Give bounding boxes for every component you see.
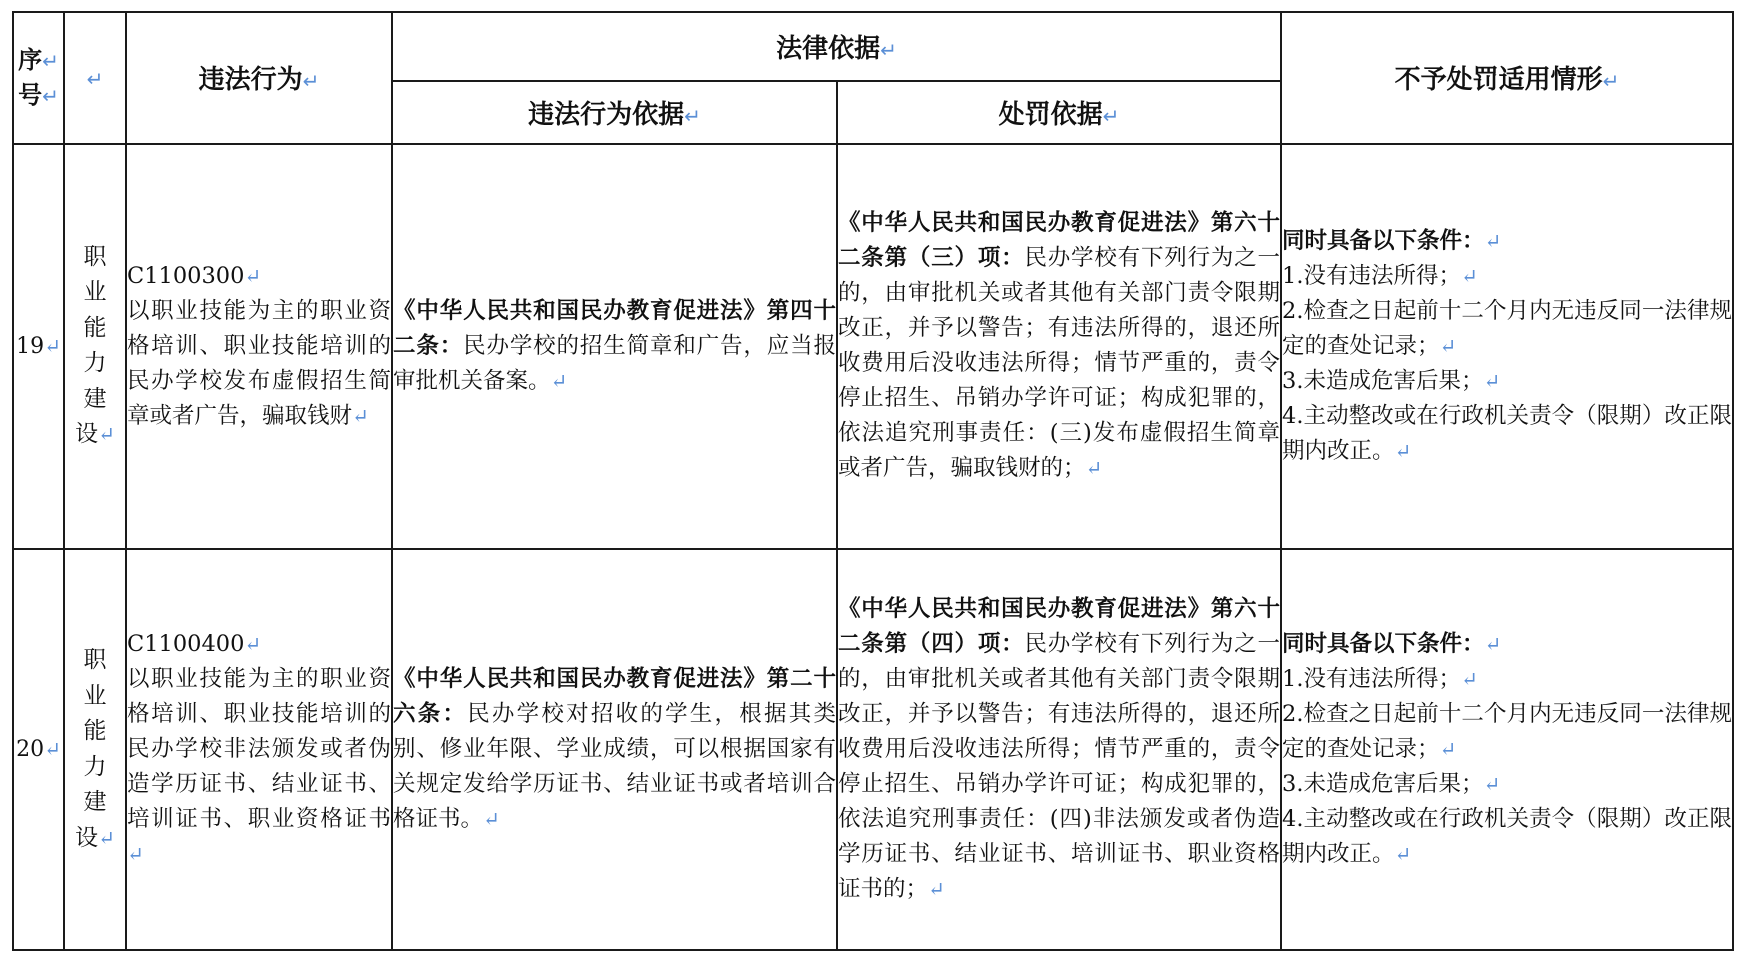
return-mark-icon: ↵ [244,263,262,288]
penalty-table [12,11,1734,951]
return-mark-icon: ↵ [1439,737,1457,762]
return-mark-icon: ↵ [1394,438,1412,463]
return-mark-icon: ↵ [1460,667,1478,692]
return-mark-icon: ↵ [42,83,59,108]
header-seq-char: 序 [18,45,43,74]
table-row [13,549,1733,950]
violation-text: 以职业技能为主的职业资格培训、职业技能培训的民办学校发布虚假招生简章或者广告，骗取钱财 [127,297,391,429]
return-mark-icon: ↵ [1439,333,1457,358]
basis-article: 《中华人民共和国民办教育促进法》第四十二条： [393,297,836,359]
header-seq [13,12,64,144]
return-mark-icon: ↵ [928,877,945,902]
table-row [13,144,1733,549]
row-violation [126,549,392,950]
row-violation [126,144,392,549]
return-mark-icon: ↵ [352,403,369,428]
header-seq-char: 号 [18,80,43,109]
penalty-text: 民办学校有下列行为之一的，由审批机关或者其他有关部门责令限期改正，并予以警告；有违法所得的，退还所收费用后没收违法所得；情节严重的，责令停止招生、吊销办学许可证；构成犯罪的，依法追究刑事责任：(四)非法颁发或者伪造学历证书、结业证书、培训证书、职业资格证书的； [838,631,1280,903]
basis-article: 《中华人民共和国民办教育促进法》第二十六条： [393,666,836,728]
exempt-title: 同时具备以下条件： [1282,227,1485,254]
return-mark-icon: ↵ [1085,456,1103,481]
header-blank [64,12,126,144]
return-mark-icon: ↵ [98,825,115,850]
row-violation-basis [392,549,837,950]
return-mark-icon: ↵ [483,807,500,832]
basis-text: 民办学校的招生简章和广告，应当报审批机关备案。 [393,332,836,394]
return-mark-icon: ↵ [684,103,701,128]
basis-text: 民办学校对招收的学生，根据其类别、修业年限、学业成绩，可以根据国家有关规定发给学历证书、结业证书或者培训合格证书。 [393,701,836,833]
return-mark-icon: ↵ [1460,263,1478,288]
header-legal-basis: 法律依据↵ [392,12,1281,81]
exempt-item: 2.检查之日起前十二个月内无违反同一法律规定的查处记录； [1282,701,1732,763]
row-seq: 20↵ [13,549,64,950]
return-mark-icon: ↵ [86,66,104,91]
return-mark-icon: ↵ [1483,368,1501,393]
penalty-text: 民办学校有下列行为之一的，由审批机关或者其他有关部门责令限期改正，并予以警告；有违法所得的，退还所收费用后没收违法所得；情节严重的，责令停止招生、吊销办学许可证；构成犯罪的，依法追究刑事责任：(三)发布虚假招生简章或者广告，骗取钱财的； [838,245,1280,482]
return-mark-icon: ↵ [44,737,61,762]
row-violation-basis [392,144,837,549]
return-mark-icon: ↵ [1483,772,1501,797]
header-violation: 违法行为↵ [126,12,392,144]
exempt-item: 1.没有违法所得； [1282,262,1461,289]
exempt-item: 4.主动整改或在行政机关责令（限期）改正限期内改正。 [1282,402,1732,464]
return-mark-icon: ↵ [1394,842,1412,867]
exempt-item: 1.没有违法所得； [1282,666,1461,693]
return-mark-icon: ↵ [550,368,568,393]
header-violation-basis: 违法行为依据↵ [392,81,837,144]
return-mark-icon: ↵ [1484,228,1502,253]
return-mark-icon: ↵ [44,333,61,358]
return-mark-icon: ↵ [1102,103,1120,128]
exempt-title: 同时具备以下条件： [1282,631,1485,658]
return-mark-icon: ↵ [880,37,897,62]
exempt-item: 4.主动整改或在行政机关责令（限期）改正限期内改正。 [1282,806,1732,868]
header-exemption: 不予处罚适用情形↵ [1281,12,1733,144]
return-mark-icon: ↵ [127,842,144,867]
return-mark-icon: ↵ [244,632,262,657]
header-penalty-basis: 处罚依据↵ [837,81,1281,144]
violation-text: 以职业技能为主的职业资格培训、职业技能培训的民办学校非法颁发或者伪造学历证书、结业证书、培训证书、职业资格证书 [127,666,391,833]
header-row-1 [13,12,1733,81]
row-exemption [1281,144,1733,549]
return-mark-icon: ↵ [42,48,59,73]
row-seq: 19↵ [13,144,64,549]
return-mark-icon: ↵ [1484,632,1502,657]
penalty-article: 《中华人民共和国民办教育促进法》第六十二条第（四）项： [838,596,1280,658]
violation-code: C1100400 [127,631,245,658]
row-exemption [1281,549,1733,950]
row-penalty-basis [837,144,1281,549]
exempt-item: 3.未造成危害后果； [1282,771,1484,798]
penalty-article: 《中华人民共和国民办教育促进法》第六十二条第（三）项： [838,210,1280,272]
row-penalty-basis [837,549,1281,950]
violation-code: C1100300 [127,262,245,289]
exempt-item: 3.未造成危害后果； [1282,367,1484,394]
exempt-item: 2.检查之日起前十二个月内无违反同一法律规定的查处记录； [1282,297,1732,359]
return-mark-icon: ↵ [302,69,320,94]
row-category: 职 业 能 力 建 设↵ [64,144,126,549]
return-mark-icon: ↵ [98,422,115,447]
row-category: 职 业 能 力 建 设↵ [64,549,126,950]
return-mark-icon: ↵ [1602,69,1620,94]
